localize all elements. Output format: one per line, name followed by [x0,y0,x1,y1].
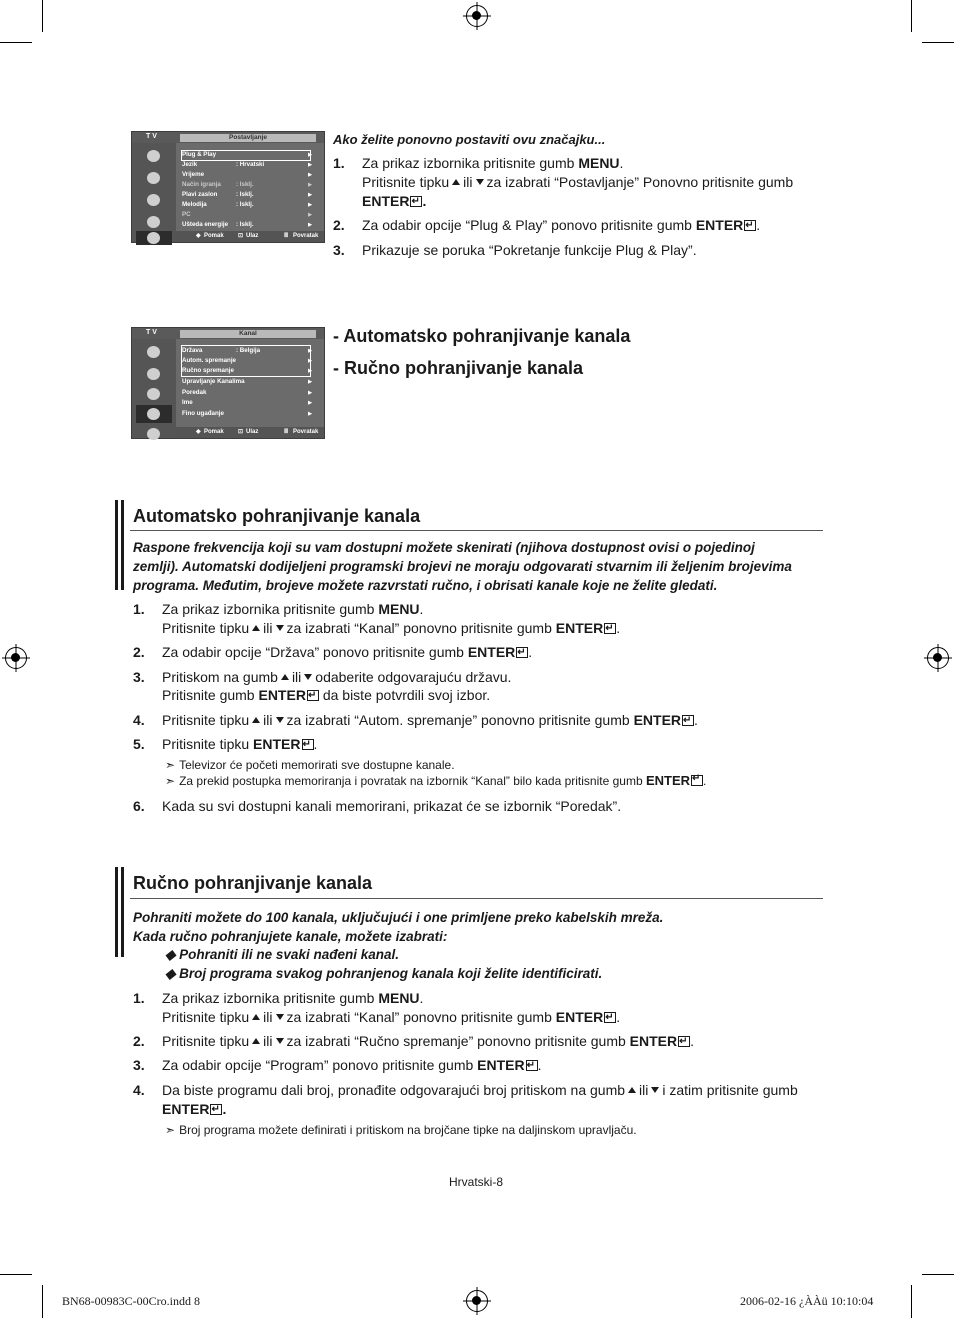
down-arrow-icon [276,1038,284,1044]
channel-icon [136,385,172,403]
menu-item: Vrijeme ▶ [182,171,312,178]
auto-step-1: Za prikaz izbornika pritisnite gumb MENU. [162,601,424,617]
enter-icon: ⊡ [238,429,244,435]
page-number: Hrvatski-8 [449,1175,504,1189]
up-arrow-icon [252,625,260,631]
down-arrow-icon [476,179,484,185]
registration-mark-icon [5,647,27,669]
section-heading: Automatsko pohranjivanje kanala [133,506,421,526]
auto-note-2: ➣ Za prekid postupka memoriranja i povratak na izbornik “Kanal” bilo kada pritisnite gumb ENTER↵ . [165,773,706,789]
auto-step-2: Za odabir opcije “Država” ponovo pritisnite gumb ENTER↵ . [162,643,532,662]
function-icon [136,405,172,423]
manual-step-3: Za odabir opcije “Program” ponovo pritisnite gumb ENTER↵ . [162,1056,542,1075]
crop-mark [0,1274,32,1275]
up-arrow-icon [281,674,289,680]
step-number: 6. [133,798,145,814]
up-arrow-icon [628,1087,636,1093]
down-arrow-icon [651,1087,659,1093]
diamond-bullet-icon: ◆ [165,966,176,981]
step-number: 3. [333,242,345,258]
picture-icon [136,343,172,361]
section-bar [115,867,118,957]
auto-intro: programa. Međutim, brojeve možete razvrstati ručno, i obrisati kanale koje ne želite gledati. [133,578,718,593]
menu-title: Kanal [180,330,316,338]
menu-sidebar [132,143,176,242]
reset-intro: Ako želite ponovno postaviti ovu značajku... [333,132,606,147]
manual-intro: Kada ručno pohranjujete kanale, možete izabrati: [133,929,448,944]
step-number: 3. [133,1057,145,1073]
sound-icon [136,169,172,187]
down-arrow-icon [276,625,284,631]
step-number: 1. [333,155,345,171]
enter-icon [691,775,703,786]
auto-step-4: Pritisnite tipku ili za izabrati “Autom. spremanje” ponovno pritisnite gumb ENTER↵ . [162,711,698,730]
enter-icon [678,1036,690,1047]
step-number: 3. [133,669,145,685]
tv-menu-postavljanje [131,131,325,243]
manual-step-4: Da biste programu dali broj, pronađite odgovarajući broj pritiskom na gumb ili i zatim pritisnite gumb [162,1082,798,1098]
auto-step-3: Pritiskom na gumb ili odaberite odgovarajuću državu. [162,669,512,685]
enter-icon [307,690,319,701]
enter-icon [604,1012,616,1023]
heading-rule [130,530,823,531]
step-number: 2. [133,644,145,660]
reset-step-1c: ENTER↵ . [362,192,426,211]
menu-item: Jezik : Hrvatski ▶ [182,161,312,168]
enter-icon: ⊡ [238,233,244,239]
crop-mark [911,1285,912,1318]
auto-step-6: Kada su svi dostupni kanali memorirani, prikazat će se izbornik “Poredak”. [162,798,622,814]
crop-mark [42,1285,43,1318]
crop-mark [911,0,912,32]
print-date: 2006-02-16 ¿ÀÀü 10:10:04 [740,1294,874,1308]
return-icon: Ⅲ [284,429,289,435]
manual-intro: Pohraniti možete do 100 kanala, uključujući i one primljene preko kabelskih mreža. [133,910,664,925]
menu-item: Plavi zaslon : Isklj. ▶ [182,191,312,198]
crop-mark [42,0,43,32]
topic-link-manual: - Ručno pohranjivanje kanala [333,358,584,378]
crop-mark [922,1274,954,1275]
enter-icon [526,1060,538,1071]
manual-step-1b: Pritisnite tipku ili za izabrati “Kanal” ponovno pritisnite gumb ENTER↵ . [162,1008,620,1027]
tv-label: T V [146,329,157,336]
menu-item: Ime ▶ [182,399,312,406]
move-icon: ◆ [196,233,201,239]
step-number: 2. [133,1033,145,1049]
menu-item: Autom. spremanje ▶ [182,357,312,364]
setup-icon [136,427,172,441]
registration-mark-icon [466,1290,488,1312]
sound-icon [136,365,172,383]
tv-label: T V [146,133,157,140]
function-icon [136,213,172,231]
menu-item: Melodija : Isklj. ▶ [182,201,312,208]
menu-footer: ◆ Pomak ⊡ Ulaz Ⅲ Povratak [176,427,324,438]
topic-link-auto: - Automatsko pohranjivanje kanala [333,326,631,346]
manual-step-2: Pritisnite tipku ili za izabrati “Ručno spremanje” ponovno pritisnite gumb ENTER↵ . [162,1032,694,1051]
reset-step-2: Za odabir opcije “Plug & Play” ponovo pritisnite gumb ENTER↵ . [362,216,760,235]
crop-mark [922,42,954,43]
enter-icon [410,196,422,207]
down-arrow-icon [276,717,284,723]
menu-item: Fino ugađanje ▶ [182,410,312,417]
reset-step-3: Prikazuje se poruka “Pokretanje funkcije Plug & Play”. [362,242,697,258]
enter-icon [604,623,616,634]
registration-mark-icon [466,5,488,27]
manual-bullet: ◆ Broj programa svakog pohranjenog kanala koji želite identificirati. [165,966,603,981]
manual-bullet: ◆ Pohraniti ili ne svaki nađeni kanal. [165,947,399,962]
enter-icon [744,220,756,231]
up-arrow-icon [252,717,260,723]
step-number: 4. [133,1082,145,1098]
step-number: 2. [333,217,345,233]
menu-item: Država : Belgija ▶ [182,347,312,354]
menu-footer: ◆ Pomak ⊡ Ulaz Ⅲ Povratak [176,231,324,242]
step-number: 1. [133,990,145,1006]
down-arrow-icon [304,674,312,680]
diamond-bullet-icon: ◆ [165,947,176,962]
move-icon: ◆ [196,429,201,435]
section-bar [121,867,124,957]
auto-step-5: Pritisnite tipku ENTER↵ . [162,735,317,754]
up-arrow-icon [252,1038,260,1044]
note-arrow-icon: ➣ [165,1123,176,1137]
step-number: 4. [133,712,145,728]
menu-item: PC ▶ [182,211,312,218]
menu-item: Način igranja : Isklj. ▶ [182,181,312,188]
enter-icon [210,1104,222,1115]
section-bar [115,500,118,590]
menu-item: Ručno spremanje ▶ [182,367,312,374]
menu-item: Upravljanje Kanalima ▶ [182,378,312,385]
picture-icon [136,147,172,165]
auto-step-1b: Pritisnite tipku ili za izabrati “Kanal” ponovno pritisnite gumb ENTER↵ . [162,619,620,638]
enter-icon [302,739,314,750]
step-number: 1. [133,601,145,617]
tv-menu-kanal [131,327,325,439]
menu-item: Poredak ▶ [182,389,312,396]
menu-items [178,145,322,231]
auto-note-1: ➣ Televizor će početi memorirati sve dostupne kanale. [165,758,455,772]
file-name: BN68-00983C-00Cro.indd 8 [62,1294,200,1308]
registration-mark-icon [927,647,949,669]
reset-step-1b: Pritisnite tipku ili za izabrati “Postavljanje” Ponovno pritisnite gumb [362,174,794,190]
setup-icon [136,231,172,245]
note-arrow-icon: ➣ [165,774,176,788]
down-arrow-icon [276,1014,284,1020]
menu-items [178,341,322,427]
up-arrow-icon [252,1014,260,1020]
menu-title: Postavljanje [180,134,316,142]
menu-item: Plug & Play ▶ [182,151,312,158]
manual-step-1: Za prikaz izbornika pritisnite gumb MENU. [162,990,424,1006]
section-bar [121,500,124,590]
section-heading: Ručno pohranjivanje kanala [133,873,373,893]
menu-sidebar [132,339,176,438]
enter-icon [516,647,528,658]
auto-step-3b: Pritisnite gumb ENTER↵ da biste potvrdili svoj izbor. [162,686,490,705]
step-number: 5. [133,736,145,752]
auto-intro: Raspone frekvencija koji su vam dostupni možete skenirati (njihova dostupnost ovisi o pojedinoj [133,540,755,555]
crop-mark [0,42,32,43]
enter-icon [682,715,694,726]
heading-rule [130,898,823,899]
auto-intro: zemlji). Automatski dodijeljeni programski brojevi ne moraju odgovarati stvarnim ili željenim brojevima [133,559,792,574]
note-arrow-icon: ➣ [165,758,176,772]
menu-item: Ušteda energije : Isklj. ▶ [182,221,312,228]
channel-icon [136,191,172,209]
reset-step-1: Za prikaz izbornika pritisnite gumb MENU. [362,155,624,171]
manual-note-1: ➣ Broj programa možete definirati i pritiskom na brojčane tipke na daljinskom upravljaču. [165,1123,637,1137]
up-arrow-icon [452,179,460,185]
return-icon: Ⅲ [284,233,289,239]
manual-step-4b: ENTER↵ . [162,1100,226,1119]
